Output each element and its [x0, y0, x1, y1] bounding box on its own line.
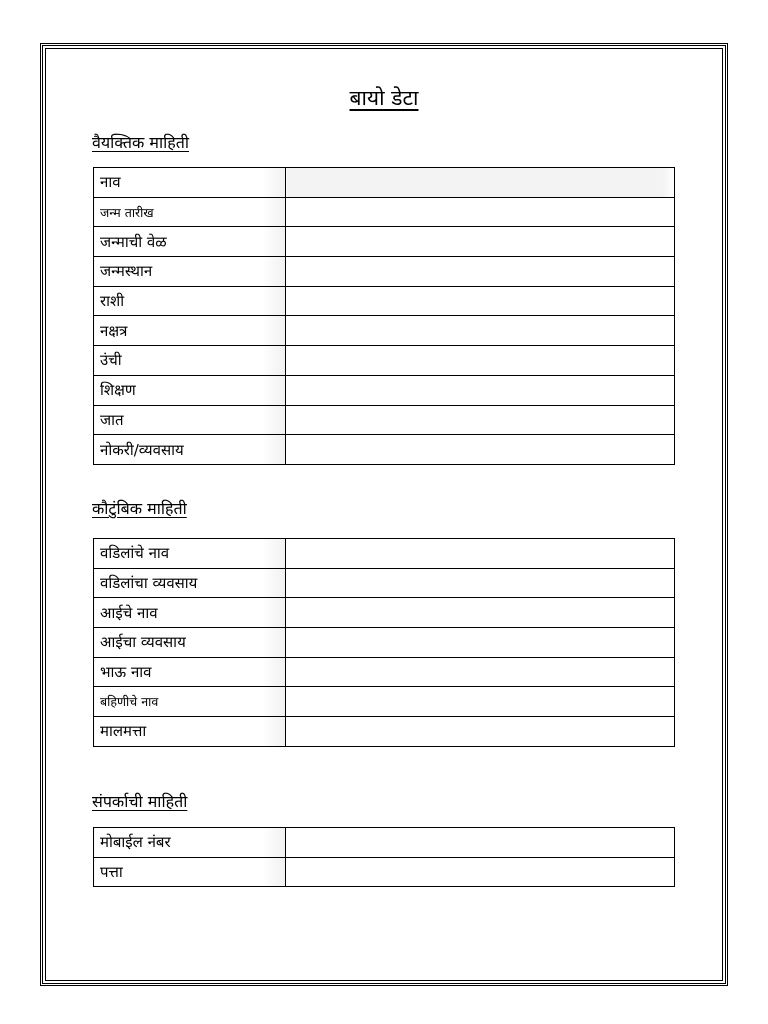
table-row [94, 197, 675, 227]
field-label: नोकरी/व्यवसाय [94, 435, 286, 465]
field-label: जन्म तारीख [94, 197, 286, 227]
field-value[interactable] [286, 628, 675, 658]
document-title: बायो डेटा [349, 86, 419, 110]
field-label: शिक्षण [94, 375, 286, 405]
field-label: मालमत्ता [94, 717, 286, 747]
table-row [94, 257, 675, 287]
field-value[interactable] [286, 227, 675, 257]
field-label: पत्ता [94, 857, 286, 887]
field-label: जात [94, 405, 286, 435]
field-value[interactable] [286, 257, 675, 287]
field-label: उंची [94, 346, 286, 376]
field-label: नक्षत्र [94, 316, 286, 346]
table-row [94, 405, 675, 435]
field-value[interactable] [286, 168, 675, 198]
field-value[interactable] [286, 568, 675, 598]
table-row [94, 539, 675, 569]
field-value[interactable] [286, 539, 675, 569]
field-value[interactable] [286, 598, 675, 628]
field-value[interactable] [286, 687, 675, 717]
field-label: राशी [94, 286, 286, 316]
field-label: आईचे नाव [94, 598, 286, 628]
table-row [94, 657, 675, 687]
field-value[interactable] [286, 828, 675, 858]
table-row [94, 346, 675, 376]
field-value[interactable] [286, 405, 675, 435]
contact-info-heading: संपर्काची माहिती [92, 792, 188, 811]
field-value[interactable] [286, 286, 675, 316]
field-label: जन्मस्थान [94, 257, 286, 287]
family-info-table [93, 538, 675, 747]
field-value[interactable] [286, 435, 675, 465]
personal-info-heading: वैयक्तिक माहिती [92, 133, 190, 152]
table-row [94, 375, 675, 405]
field-value[interactable] [286, 316, 675, 346]
field-value[interactable] [286, 717, 675, 747]
table-row [94, 687, 675, 717]
field-value[interactable] [286, 197, 675, 227]
table-row [94, 316, 675, 346]
table-row [94, 568, 675, 598]
table-row [94, 828, 675, 858]
table-row [94, 227, 675, 257]
table-row [94, 717, 675, 747]
field-value[interactable] [286, 857, 675, 887]
field-value[interactable] [286, 657, 675, 687]
field-label: मोबाईल नंबर [94, 828, 286, 858]
field-label: बहिणीचे नाव [94, 687, 286, 717]
contact-info-table [93, 827, 675, 887]
table-row [94, 286, 675, 316]
field-label: आईचा व्यवसाय [94, 628, 286, 658]
table-row [94, 598, 675, 628]
table-row [94, 857, 675, 887]
field-label: वडिलांचा व्यवसाय [94, 568, 286, 598]
field-label: वडिलांचे नाव [94, 539, 286, 569]
field-label: भाऊ नाव [94, 657, 286, 687]
personal-info-table [93, 167, 675, 465]
table-row [94, 435, 675, 465]
table-row [94, 628, 675, 658]
field-value[interactable] [286, 346, 675, 376]
family-info-heading: कौटुंबिक माहिती [92, 499, 187, 518]
field-label: जन्माची वेळ [94, 227, 286, 257]
table-row [94, 168, 675, 198]
field-value[interactable] [286, 375, 675, 405]
field-label: नाव [94, 168, 286, 198]
